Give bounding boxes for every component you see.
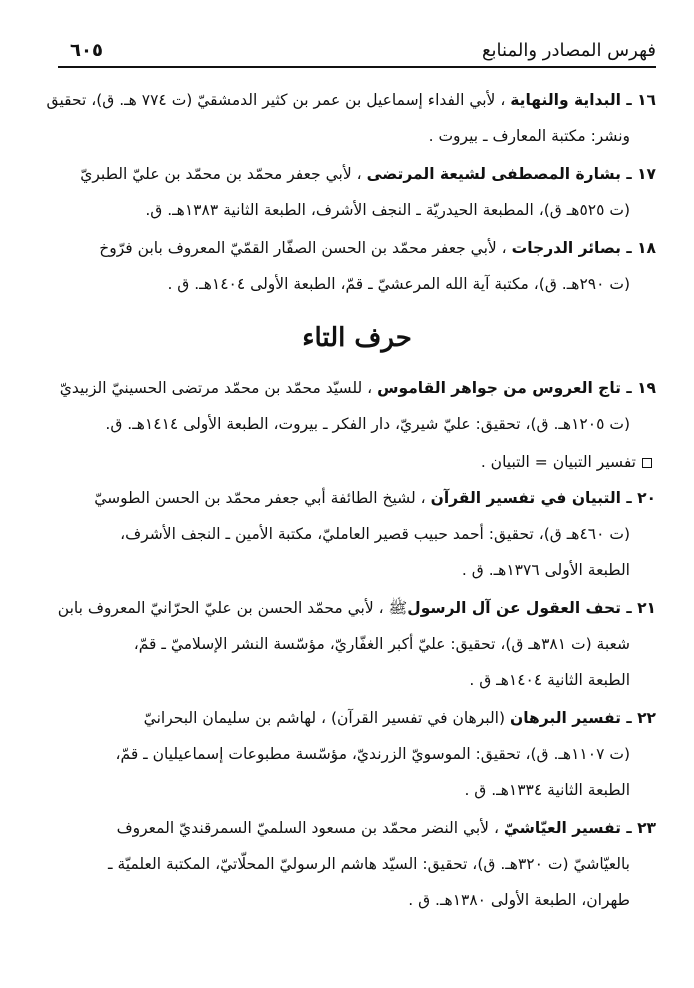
- entry-dash: ـ: [620, 709, 638, 727]
- bibliography-entry: [58, 370, 656, 442]
- entry-continuation: الطبعة الثانية ١٣٣٤هـ. ق .: [464, 781, 630, 799]
- entry-first-line: [46, 82, 656, 118]
- entry-number: ١٦: [637, 91, 656, 109]
- entry-title: بصائر الدرجات: [511, 239, 621, 257]
- entry-title: التبيان في تفسير القرآن: [430, 489, 621, 507]
- entry-continuation: الطبعة الأولى ١٣٧٦هـ. ق .: [461, 561, 630, 579]
- running-title: فهرس المصادر والمنابع: [481, 40, 656, 61]
- entry-title: تحف العقول عن آل الرسول: [407, 599, 621, 617]
- entry-first-line: [58, 370, 656, 406]
- bibliography-entry: [46, 82, 656, 154]
- entry-title: البداية والنهاية: [510, 91, 621, 109]
- page-header: [58, 30, 656, 66]
- bibliography-list: [46, 82, 656, 920]
- entry-dash: ـ: [620, 239, 638, 257]
- entry-continuation: (ت ٥٢٥هـ ق)، المطبعة الحيدريّة ـ النجف الأشرف، الطبعة الثانية ١٣٨٣هـ. ق.: [145, 201, 630, 219]
- square-bullet-icon: [642, 458, 652, 468]
- bibliography-entry: [58, 700, 656, 808]
- bibliography-entry: [58, 480, 656, 588]
- entry-title: تفسير البرهان: [509, 709, 621, 727]
- entry-number: ١٧: [637, 165, 656, 183]
- entry-continuation: ونشر: مكتبة المعارف ـ بيروت .: [428, 127, 630, 145]
- entry-continuation: (ت ٤٦٠هـ ق)، تحقيق: أحمد حبيب قصير العامليّ، مكتبة الأمين ـ النجف الأشرف،: [120, 525, 630, 543]
- cross-reference-note: [58, 444, 656, 480]
- document-page: [46, 30, 656, 960]
- entry-details: ، لشيخ الطائفة أبي جعفر محمّد بن الحسن الطوسيّ: [94, 489, 426, 507]
- entry-title: تفسير العيّاشيّ: [503, 819, 621, 837]
- entry-first-line: [58, 230, 656, 266]
- entry-details: ، لأبي جعفر محمّد بن محمّد بن عليّ الطبريّ: [80, 165, 362, 183]
- entry-dash: ـ: [620, 165, 638, 183]
- entry-continuation: بالعيّاشيّ (ت ٣٢٠هـ. ق)، تحقيق: السيّد هاشم الرسوليّ المحلّاتيّ، المكتبة العلميّة ـ: [108, 855, 630, 873]
- entry-dash: ـ: [620, 91, 638, 109]
- entry-details: ، لأبي جعفر محمّد بن الحسن الصفّار القمّيّ المعروف بابن فرّوخ: [99, 239, 507, 257]
- entry-continuation: (ت ١١٠٧هـ. ق)، تحقيق: الموسويّ الزرنديّ، مؤسّسة مطبوعات إسماعيليان ـ قمّ،: [115, 745, 630, 763]
- entry-title: بشارة المصطفى لشيعة المرتضى: [366, 165, 621, 183]
- entry-number: ٢٠: [637, 489, 656, 507]
- entry-first-line: [58, 480, 656, 516]
- entry-details: (البرهان في تفسير القرآن) ، لهاشم بن سليمان البحرانيّ: [143, 709, 506, 727]
- entry-continuation: شعبة (ت ٣٨١هـ ق)، تحقيق: عليّ أكبر الغفّاريّ، مؤسّسة النشر الإسلاميّ ـ قمّ،: [133, 635, 630, 653]
- entry-continuation: (ت ٢٩٠هـ. ق)، مكتبة آية الله المرعشيّ ـ قمّ، الطبعة الأولى ١٤٠٤هـ. ق .: [167, 275, 630, 293]
- entry-dash: ـ: [620, 819, 638, 837]
- cross-reference-text: تفسير التبيان = التبيان .: [480, 453, 636, 471]
- entry-first-line: [58, 590, 656, 626]
- page-number: ٦٠٥: [70, 40, 103, 61]
- entry-details: ، لأبي الفداء إسماعيل بن عمر بن كثير الدمشقيّ (ت ٧٧٤ هـ. ق)، تحقيق: [46, 91, 506, 109]
- entry-first-line: [58, 700, 656, 736]
- entry-first-line: [58, 810, 656, 846]
- entry-dash: ـ: [620, 379, 638, 397]
- entry-title: تاج العروس من جواهر القاموس: [377, 379, 621, 397]
- entry-details: ﷺ ، لأبي محمّد الحسن بن عليّ الحرّانيّ المعروف بابن: [57, 599, 408, 617]
- entry-number: ١٨: [637, 239, 656, 257]
- bibliography-entry: [58, 810, 656, 918]
- bibliography-entry: [58, 156, 656, 228]
- entry-continuation: (ت ١٢٠٥هـ. ق)، تحقيق: عليّ شيريّ، دار الفكر ـ بيروت، الطبعة الأولى ١٤١٤هـ. ق.: [105, 415, 630, 433]
- entry-number: ٢٢: [637, 709, 656, 727]
- entry-continuation: الطبعة الثانية ١٤٠٤هـ ق .: [469, 671, 630, 689]
- bibliography-entry: [58, 230, 656, 302]
- header-rule: [58, 66, 656, 68]
- entry-number: ١٩: [637, 379, 656, 397]
- entry-number: ٢١: [637, 599, 656, 617]
- entry-details: ، لأبي النضر محمّد بن مسعود السلميّ السمرقنديّ المعروف: [116, 819, 499, 837]
- section-heading: حرف التاء: [302, 323, 412, 353]
- entry-dash: ـ: [620, 489, 638, 507]
- entry-number: ٢٣: [637, 819, 656, 837]
- entry-first-line: [58, 156, 656, 192]
- bibliography-entry: [58, 590, 656, 698]
- entry-details: ، للسيّد محمّد بن محمّد مرتضى الحسينيّ الزبيديّ: [59, 379, 373, 397]
- entry-dash: ـ: [620, 599, 638, 617]
- entry-continuation: طهران، الطبعة الأولى ١٣٨٠هـ. ق .: [408, 891, 630, 909]
